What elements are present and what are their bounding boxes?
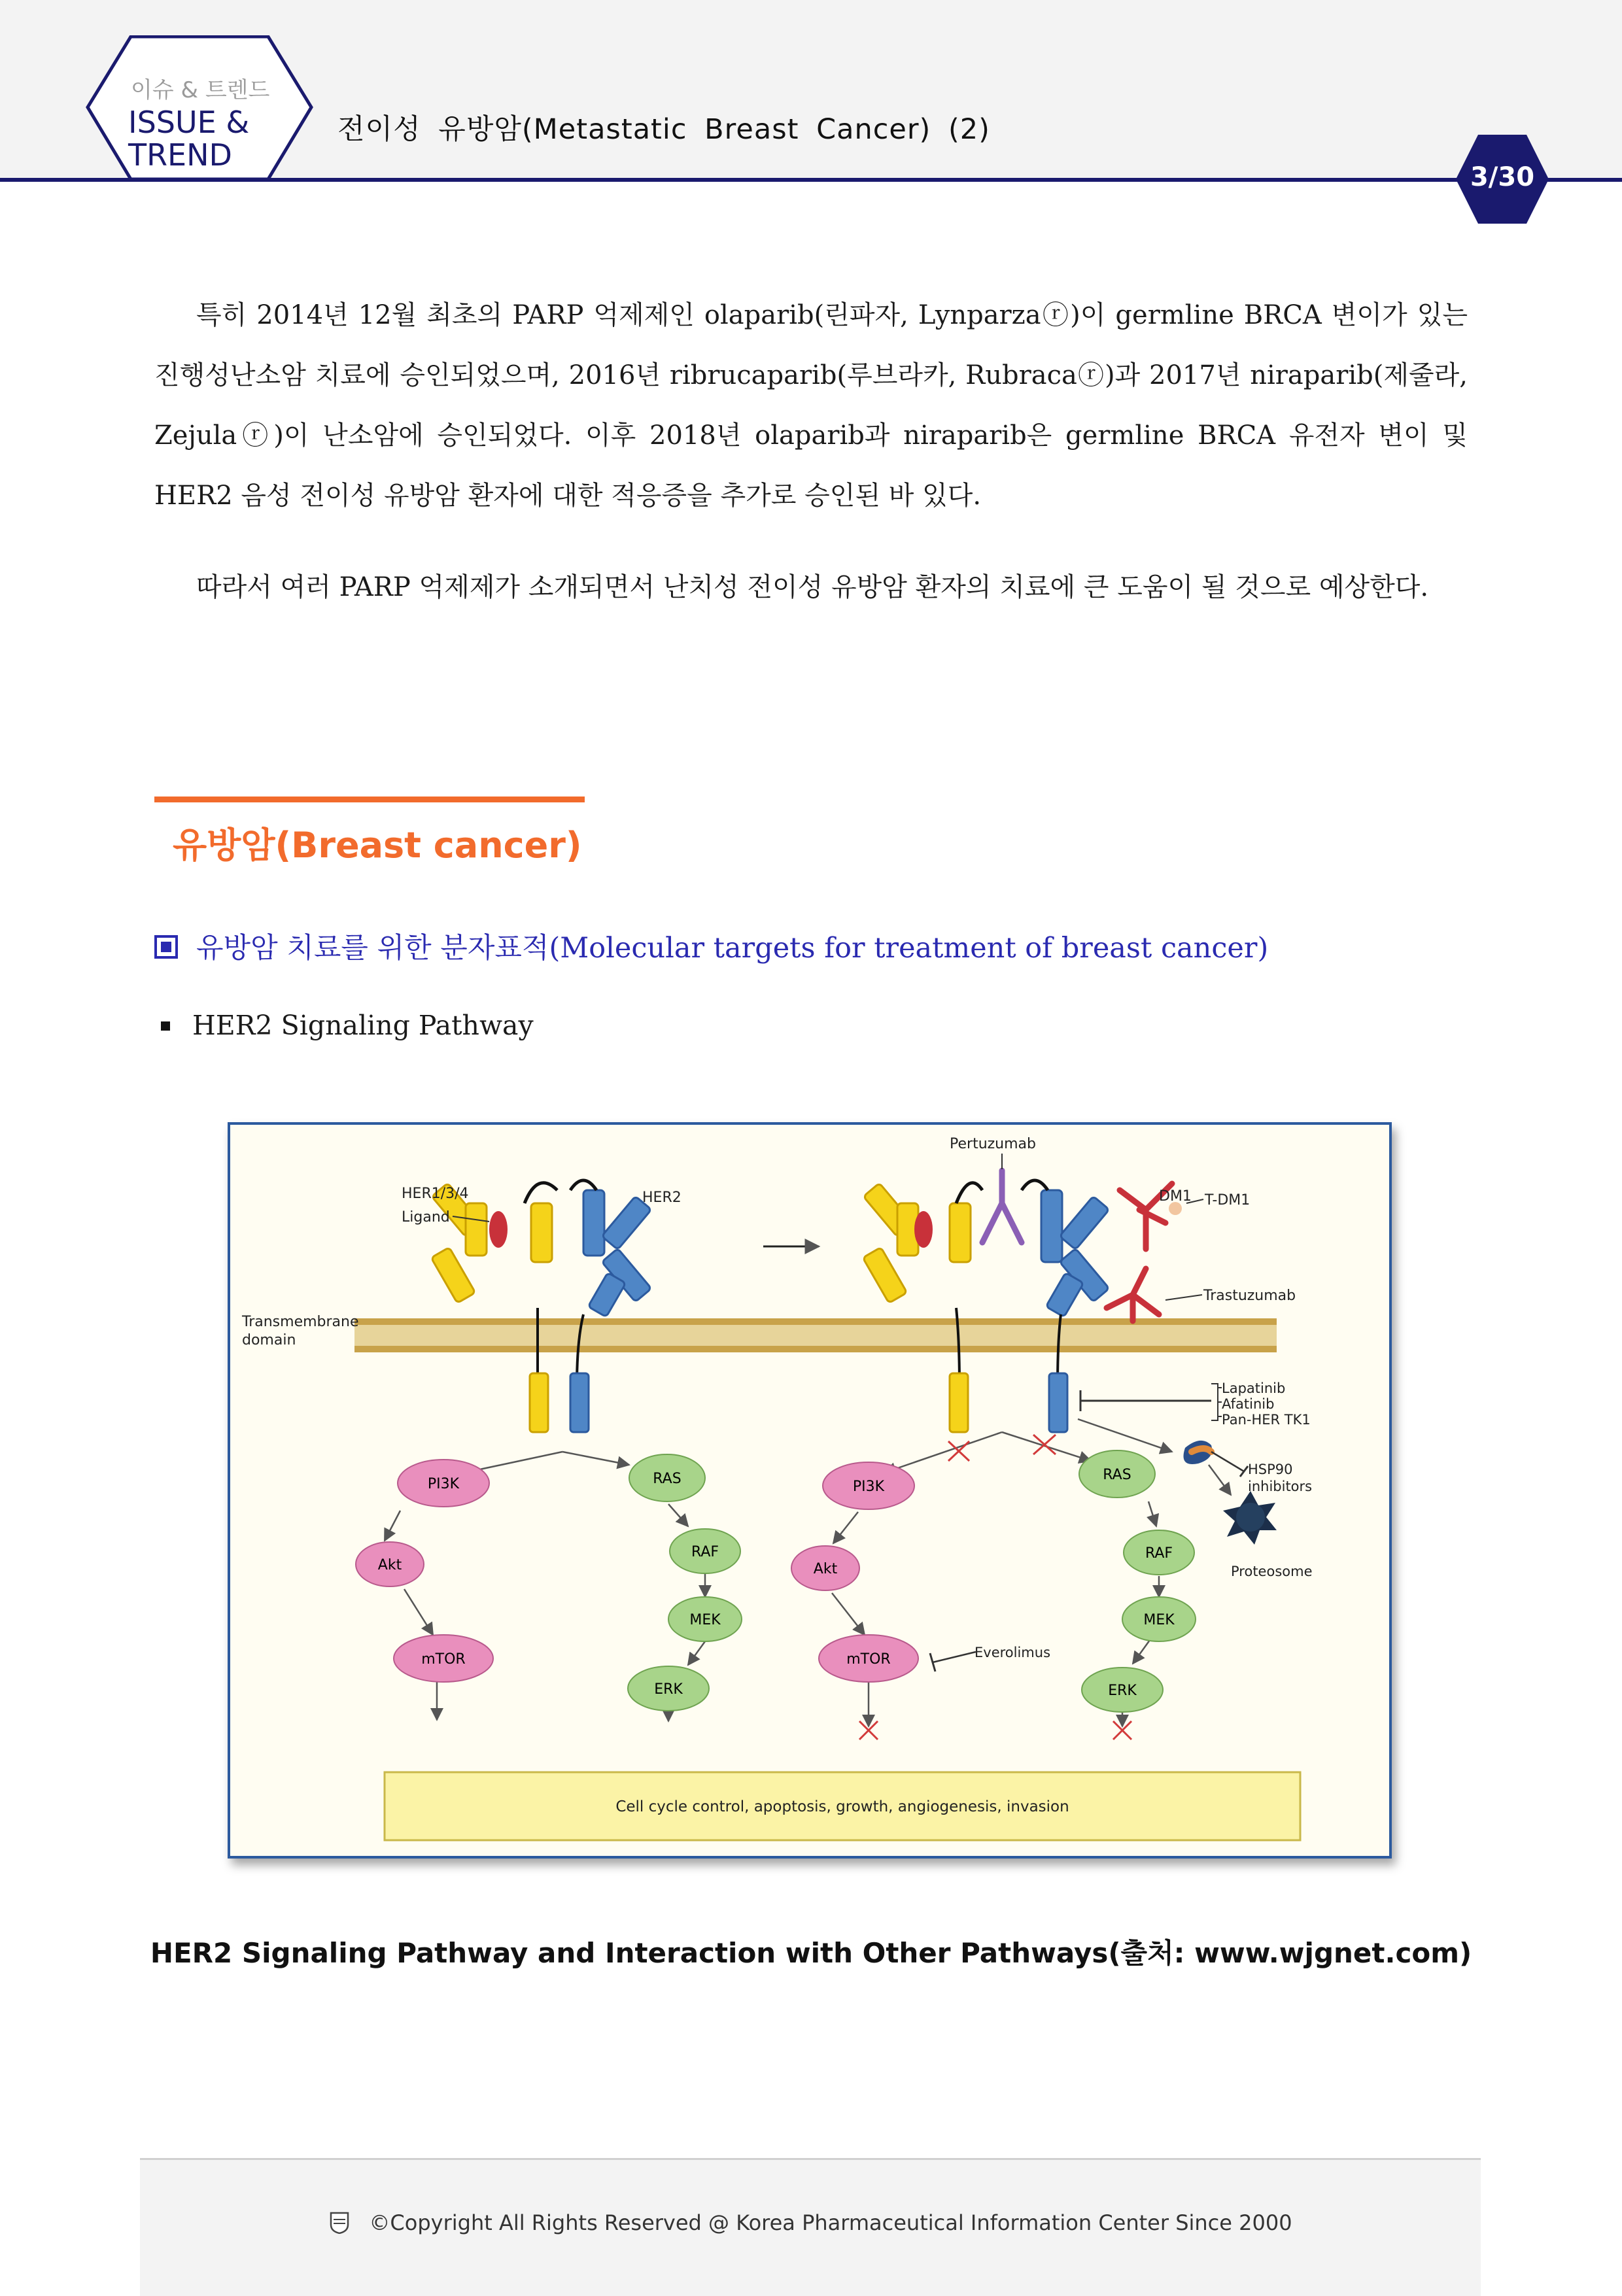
page-number: 3/30 <box>1470 162 1535 192</box>
outcome-box <box>385 1772 1300 1840</box>
node-mtor-left <box>394 1635 493 1682</box>
node-ras-left <box>629 1454 705 1501</box>
cell-membrane <box>354 1318 1277 1352</box>
badge-line-issue: ISSUE & <box>128 105 250 140</box>
bullet-item <box>161 1010 534 1041</box>
svg-text:RAF: RAF <box>1145 1545 1173 1562</box>
svg-text:ERK: ERK <box>654 1681 683 1698</box>
bullet-text: HER2 Signaling Pathway <box>192 1010 534 1041</box>
body-paragraph-1: 특히 2014년 12월 최초의 PARP 억제제인 olaparib(린파자, Lynparzaⓡ)이 germline BRCA 변이가 있는 진행성난소암 치료에 승인되었으며, 2016년 ribrucaparib(루브라카, Rubracaⓡ)과 2017년 niraparib(제줄라, Zejulaⓡ)이 난소암에 승인되었다. 이후 2018년 olaparib과 niraparib은 germline BRCA 유전자 변이 및 HER2 음성 전이성 유방암 환자에 대한 적응증을 추가로 승인된 바 있다. <box>154 300 1468 511</box>
label-domain: domain <box>242 1332 296 1348</box>
node-akt-left <box>356 1542 424 1586</box>
subheading-text: 유방암 치료를 위한 분자표적(Molecular targets for treatment of breast cancer) <box>196 932 1269 965</box>
bullet-icon <box>161 1021 170 1031</box>
node-ras-right <box>1079 1450 1155 1498</box>
label-her134: HER1/3/4 <box>402 1186 469 1202</box>
label-t-dm1: T-DM1 <box>1205 1192 1251 1208</box>
node-erk-right <box>1082 1668 1163 1712</box>
svg-text:MEK: MEK <box>689 1612 721 1628</box>
label-pan-her-tk1: Pan-HER TK1 <box>1222 1412 1311 1428</box>
document-title: 전이성 유방암(Metastatic Breast Cancer) (2) <box>337 113 990 146</box>
svg-text:RAS: RAS <box>1103 1467 1131 1483</box>
svg-text:Cell cycle control, apoptosis,: Cell cycle control, apoptosis, growth, angiogenesis, invasion <box>615 1798 1069 1815</box>
figure-caption: HER2 Signaling Pathway and Interaction with Other Pathways(출처: www.wjgnet.com) <box>150 1937 1472 1969</box>
tki-inhibition <box>1080 1384 1222 1420</box>
svg-text:RAS: RAS <box>653 1471 682 1487</box>
badge-english-label <box>128 106 249 171</box>
label-lapatinib: Lapatinib <box>1222 1380 1286 1396</box>
svg-text:Akt: Akt <box>813 1561 838 1577</box>
header-rule <box>0 178 1622 182</box>
node-mtor-right <box>819 1635 918 1682</box>
badge-korean-label: 이슈 & 트렌드 <box>131 77 270 103</box>
badge-line-trend: TREND <box>128 137 232 173</box>
label-trastuzumab: Trastuzumab <box>1203 1288 1296 1304</box>
svg-text:RAF: RAF <box>691 1544 719 1560</box>
label-ligand: Ligand <box>402 1209 450 1225</box>
label-everolimus: Everolimus <box>975 1645 1051 1660</box>
section-accent-bar <box>154 797 585 802</box>
label-dm1: DM1 <box>1159 1188 1192 1205</box>
node-akt-right <box>791 1546 859 1590</box>
right-receptor-dimer <box>863 1171 1109 1432</box>
node-mek-left <box>668 1597 742 1641</box>
svg-text:Akt: Akt <box>377 1557 402 1573</box>
node-pi3k-right <box>823 1462 914 1509</box>
her2-pathway-diagram <box>230 1125 1389 1856</box>
node-mek-right <box>1122 1597 1196 1641</box>
label-transmembrane: Transmembrane <box>242 1314 359 1330</box>
section-title: 유방암(Breast cancer) <box>173 825 582 866</box>
label-afatinib: Afatinib <box>1222 1396 1275 1412</box>
node-pi3k-left <box>398 1460 489 1507</box>
label-inhibitors: inhibitors <box>1248 1479 1313 1494</box>
svg-text:PI3K: PI3K <box>427 1476 460 1492</box>
node-raf-right <box>1124 1530 1194 1575</box>
svg-text:PI3K: PI3K <box>852 1479 885 1495</box>
svg-text:mTOR: mTOR <box>421 1651 466 1668</box>
square-bullet-icon <box>154 935 178 959</box>
label-her2: HER2 <box>642 1190 682 1206</box>
node-raf-left <box>670 1529 740 1573</box>
footer <box>0 2210 1622 2235</box>
svg-text:MEK: MEK <box>1143 1612 1175 1628</box>
svg-text:ERK: ERK <box>1108 1683 1137 1699</box>
label-pertuzumab: Pertuzumab <box>950 1136 1036 1152</box>
label-proteosome: Proteosome <box>1231 1564 1313 1579</box>
her2-pathway-figure <box>228 1122 1392 1859</box>
node-erk-left <box>628 1666 709 1711</box>
kpic-logo-icon <box>330 2212 349 2234</box>
copyright-text: ©Copyright All Rights Reserved @ Korea Pharmaceutical Information Center Since 2000 <box>369 2210 1292 2235</box>
everolimus-inhibitor-line <box>933 1652 976 1662</box>
subheading <box>154 926 1268 966</box>
body-paragraph-2: 따라서 여러 PARP 억제제가 소개되면서 난치성 전이성 유방암 환자의 치료에 큰 도움이 될 것으로 예상한다. <box>196 572 1429 602</box>
svg-text:mTOR: mTOR <box>846 1651 891 1668</box>
label-hsp90: HSP90 <box>1248 1462 1293 1477</box>
